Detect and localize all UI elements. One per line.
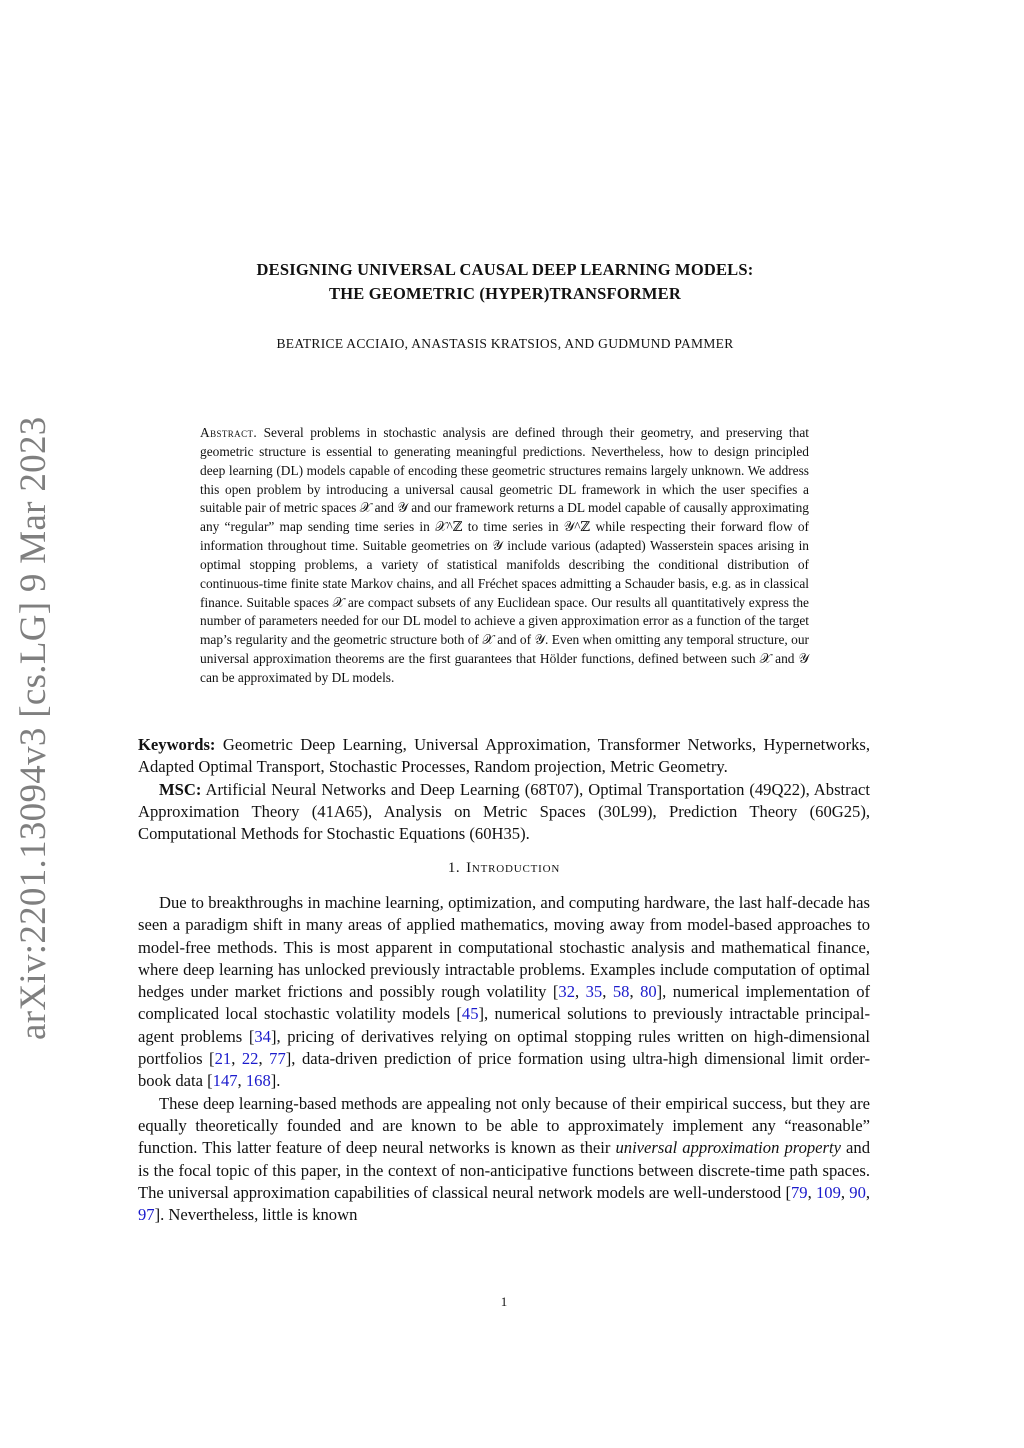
paper-title [140, 258, 870, 306]
title-line-2: THE GEOMETRIC (HYPER)TRANSFORMER [329, 284, 681, 303]
citation-link[interactable]: 77 [269, 1049, 286, 1069]
paragraph-2-text: and is the focal topic of this paper, in the context of non-anticipative functions between discrete-time path spaces. The universal approximation capabilities of classical neural network models are well-understood [ [138, 1138, 871, 1202]
msc-line [138, 779, 870, 846]
section-title: Introduction [466, 860, 561, 876]
keywords-line [138, 734, 870, 779]
citation-link[interactable]: 90 [849, 1182, 866, 1202]
section-number: 1. [447, 860, 461, 876]
abstract-text: Several problems in stochastic analysis are defined through their geometry, and preserving that geometric structure is essential to generating meaningful predictions. Nevertheless, how to design principled deep learning (DL) models capable of encoding these geometric structures remains largely unknown. We address this open problem by introducing a universal causal geometric DL framework in which the user specifies a suitable pair of metric spaces 𝒳 and 𝒴 and our framework returns a DL model capable of causally approximating any “regular” map sending time series in 𝒳^ℤ to time series in 𝒴^ℤ while respecting their forward flow of information throughout time. Suitable geometries on 𝒴 include various (adapted) Wasserstein spaces arising in optimal stopping problems, a variety of statistical manifolds describing the conditional distribution of continuous-time finite state Markov chains, and all Fréchet spaces admitting a Schauder basis, e.g. as in classical finance. Suitable spaces 𝒳 are compact subsets of any Euclidean space. Our results all quantitatively express the number of parameters needed for our DL model to achieve a given approximation error as a function of the target map’s regularity and the geometric structure both of 𝒳 and of 𝒴. Even when omitting any temporal structure, our universal approximation theorems are the first guarantees that Hölder functions, defined between such 𝒳 and 𝒴 can be approximated by DL models. [200, 425, 809, 685]
citation-separator: , [840, 1182, 850, 1202]
citation-link[interactable]: 34 [254, 1026, 271, 1046]
paragraph-1-text: ], data-driven prediction of price formation using ultra-high dimensional limit order-book data [ [138, 1049, 871, 1091]
citation-link[interactable]: 168 [245, 1071, 271, 1091]
citation-separator: , [629, 982, 641, 1002]
keywords-label: Keywords: [138, 735, 216, 754]
paragraph-1-text: ], pricing of derivatives relying on optimal stopping rules written on high-dimensional portfolios [ [138, 1026, 871, 1069]
citation-link[interactable]: 45 [461, 1004, 479, 1024]
citation-separator: , [237, 1071, 246, 1091]
paragraph-1-text: Due to breakthroughs in machine learning, optimization, and computing hardware, the last half-decade has seen a paradigm shift in many areas of applied mathematics, moving away from model-based approaches to model-free methods. This is most apparent in computational stochastic analysis and mathematical finance, where deep learning has unlocked previously intractable problems. Examples include computation of optimal hedges under market frictions and possibly rough volatility [ [138, 893, 870, 1002]
citation-separator: , [865, 1182, 871, 1202]
citation-link[interactable]: 147 [212, 1071, 238, 1091]
citation-separator: , [575, 982, 586, 1002]
citation-link[interactable]: 79 [791, 1182, 808, 1202]
abstract-heading: Abstract. [200, 425, 258, 440]
citation-link[interactable]: 97 [138, 1205, 155, 1225]
section-heading-introduction [138, 860, 870, 877]
paragraph-1-text: ], numerical implementation of complicated local stochastic volatility models [ [138, 982, 871, 1024]
keywords-text: Geometric Deep Learning, Universal Approximation, Transformer Networks, Hypernetworks, Adapted Optimal Transport, Stochastic Processes, Random projection, Metric Geometry. [138, 735, 871, 777]
msc-label: MSC: [159, 779, 202, 799]
paragraph-2-text: ]. Nevertheless, little is known [154, 1205, 358, 1225]
emphasis-text: universal approximation property [615, 1138, 841, 1158]
introduction-body [138, 892, 870, 1226]
citation-link[interactable]: 32 [558, 982, 575, 1002]
arxiv-identifier-stamp[interactable]: arXiv:2201.13094v3 [cs.LG] 9 Mar 2023 [13, 416, 54, 1040]
citation-separator: , [602, 982, 613, 1002]
paragraph-1-text: ]. [270, 1071, 281, 1091]
citation-link[interactable]: 58 [612, 982, 630, 1002]
msc-text: Artificial Neural Networks and Deep Learning (68T07), Optimal Transportation (49Q22), Abstract Approximation Theory (41A65), Analysis on Metric Spaces (30L99), Prediction Theory (60G25), Computational Methods for Stochastic Equations (60H35). [138, 779, 871, 844]
abstract-block [200, 424, 809, 688]
citation-separator: , [231, 1049, 242, 1069]
citation-link[interactable]: 21 [214, 1049, 232, 1069]
paragraph-2 [138, 1093, 870, 1227]
citation-separator: , [807, 1182, 816, 1202]
paragraph-2-text: These deep learning-based methods are appealing not only because of their empirical success, but they are equally theoretically founded and are known to be able to approximately implement any “reasonable” function. This latter feature of deep neural networks is known as their [138, 1093, 870, 1158]
paragraph-1 [138, 892, 870, 1093]
citation-link[interactable]: 109 [815, 1182, 841, 1202]
citation-link[interactable]: 22 [241, 1049, 259, 1069]
keywords-msc-block [138, 734, 870, 845]
citation-link[interactable]: 35 [585, 982, 603, 1002]
paragraph-1-text: ], numerical solutions to previously intractable principal-agent problems [ [138, 1004, 870, 1046]
title-line-1: DESIGNING UNIVERSAL CAUSAL DEEP LEARNING MODELS: [256, 260, 754, 279]
citation-link[interactable]: 80 [640, 982, 657, 1002]
citation-separator: , [258, 1049, 270, 1069]
author-list: BEATRICE ACCIAIO, ANASTASIS KRATSIOS, AND GUDMUND PAMMER [276, 336, 734, 351]
page-number: 1 [500, 1294, 508, 1309]
